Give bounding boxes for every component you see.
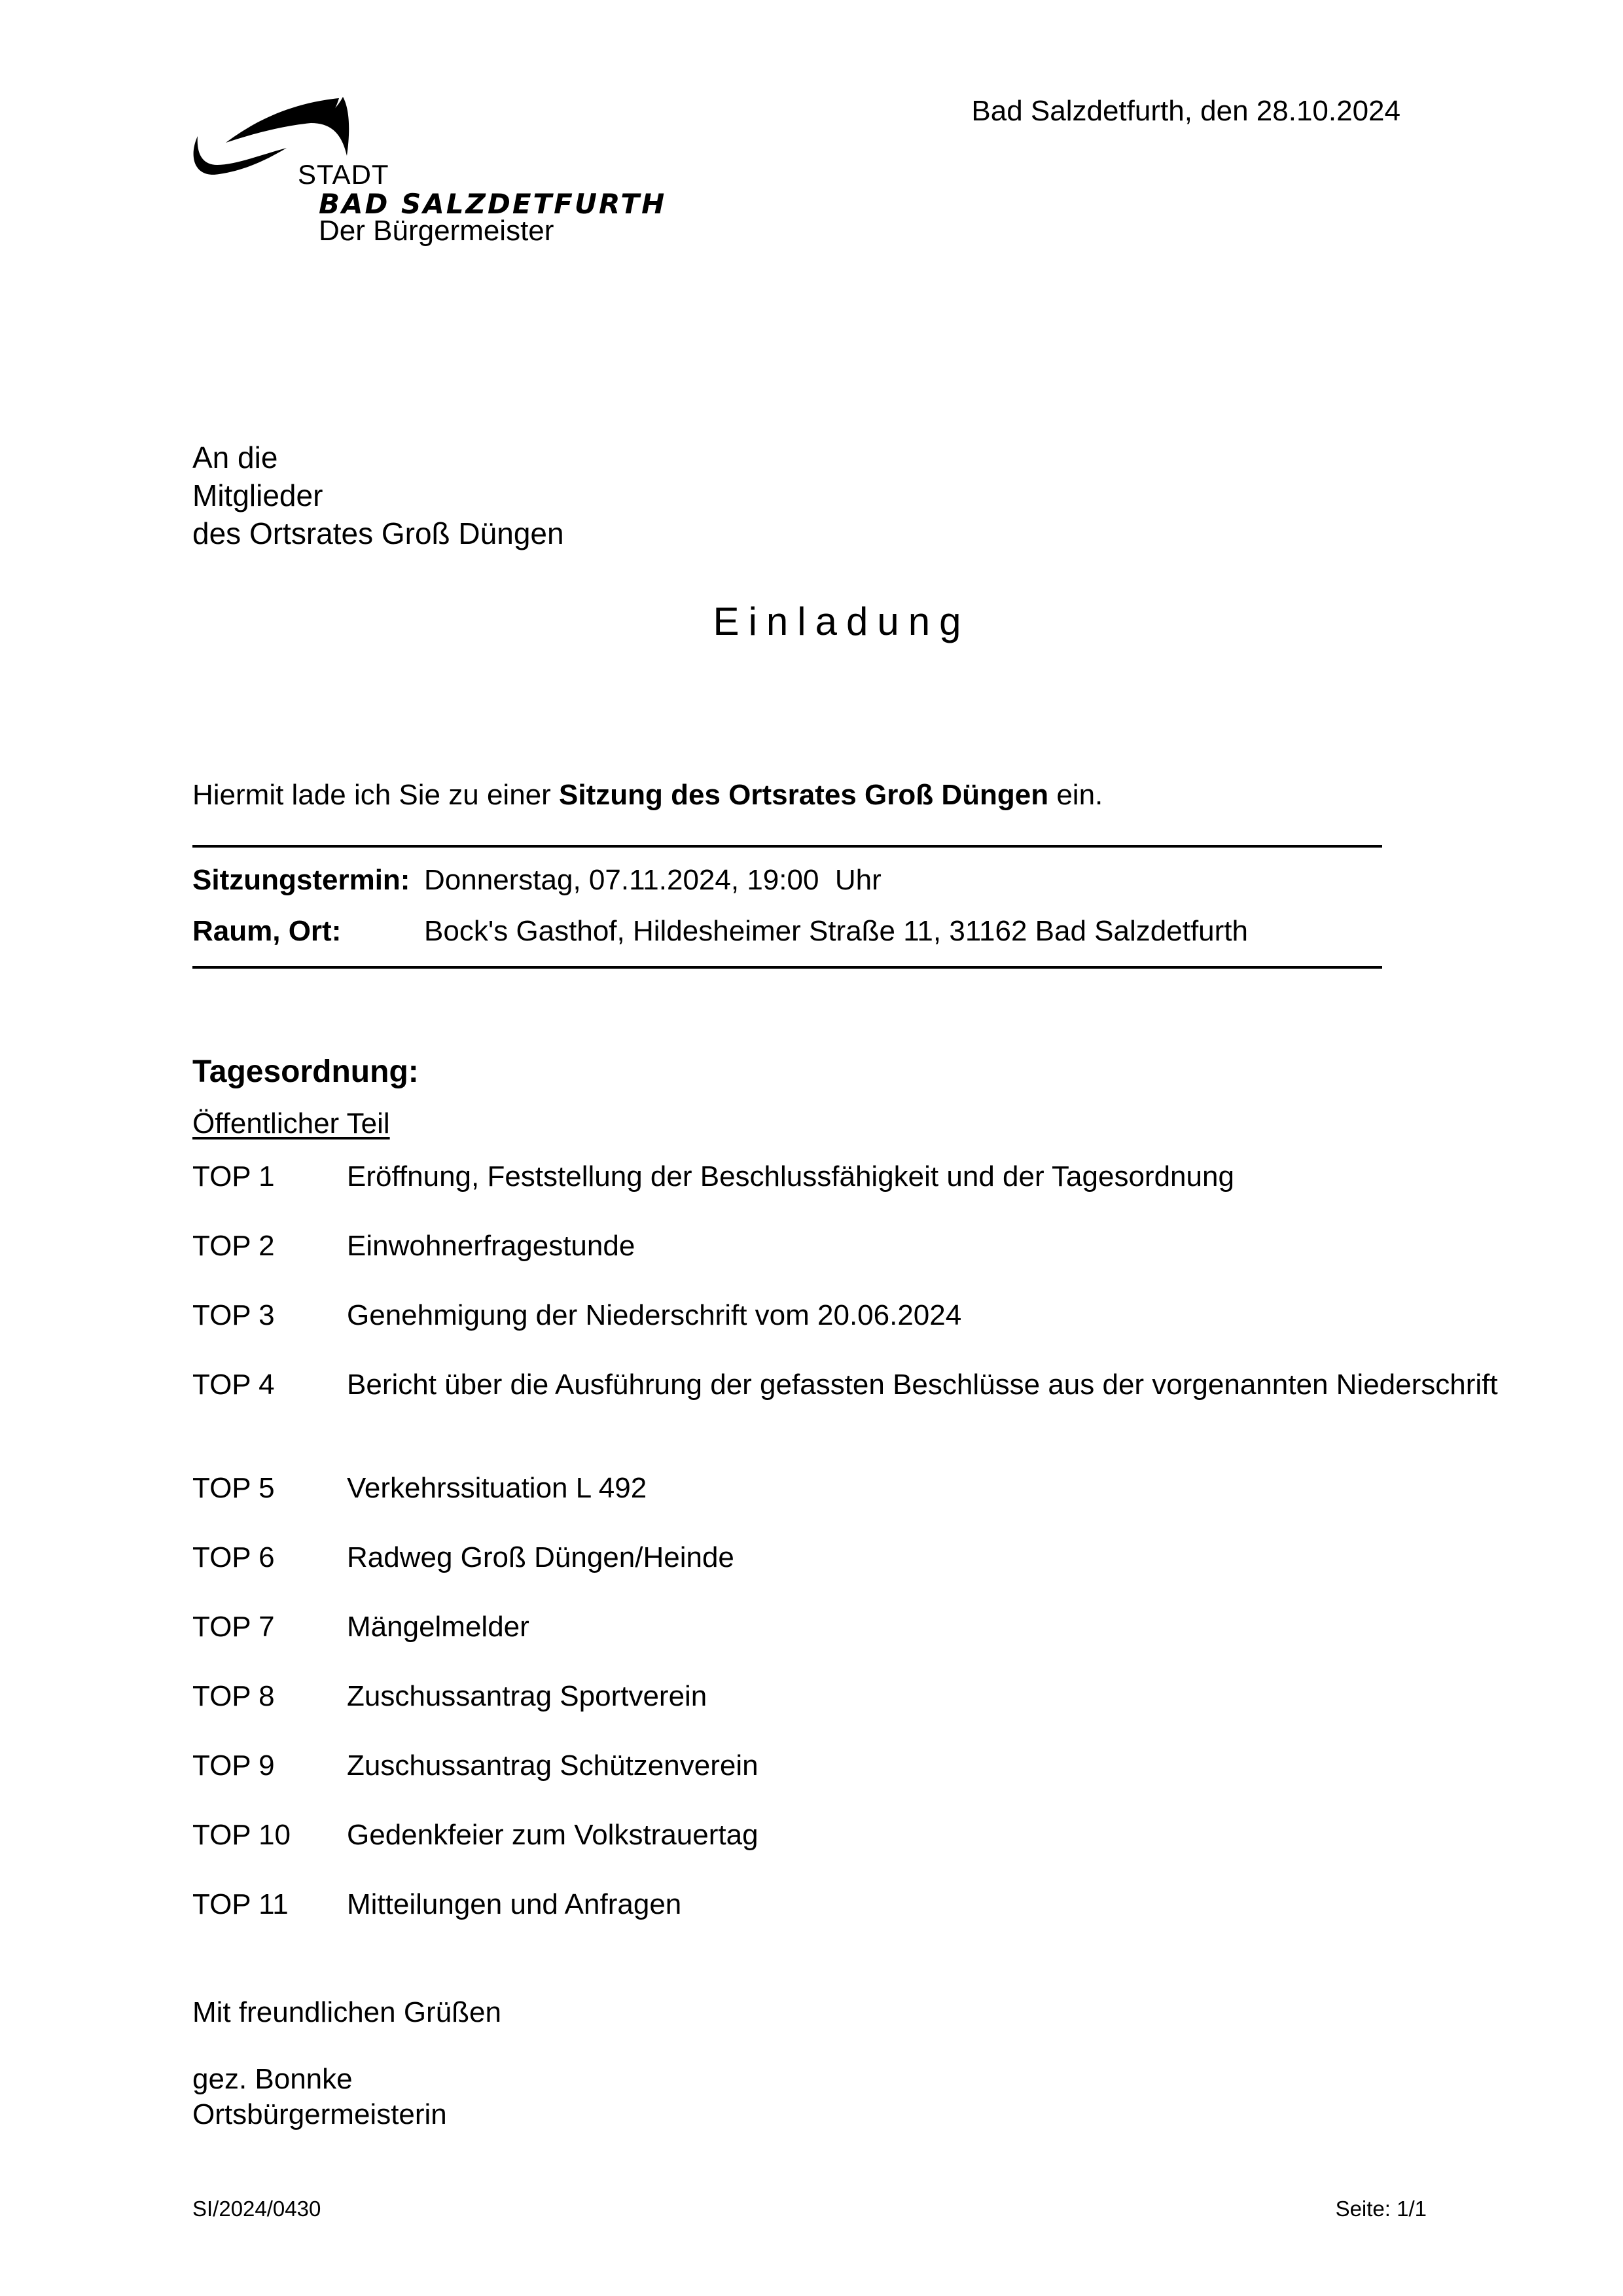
closing-greeting: Mit freundlichen Grüßen [192,1996,501,2028]
meeting-place-value: Bock's Gasthof, Hildesheimer Straße 11, 31162 Bad Salzdetfurth [424,915,1248,947]
agenda-item-text: Genehmigung der Niederschrift vom 20.06.2024 [347,1299,962,1331]
document-title: Einladung [713,600,971,643]
agenda-item-number: TOP 7 [192,1611,275,1643]
agenda-item-number: TOP 1 [192,1160,275,1193]
agenda-item-text: Eröffnung, Feststellung der Beschlussfähigkeit und der Tagesordnung [347,1160,1234,1193]
page-number: Seite: 1/1 [1335,2197,1427,2221]
recipient-line-3: des Ortsrates Groß Düngen [192,516,564,550]
meeting-date-value: Donnerstag, 07.11.2024, 19:00 Uhr [424,864,882,896]
agenda-item-text: Gedenkfeier zum Volkstrauertag [347,1819,758,1851]
agenda-item-text: Mängelmelder [347,1611,529,1643]
logo-stadt-text: STADT [298,159,389,190]
agenda-item-text: Verkehrssituation L 492 [347,1472,647,1504]
intro-bold: Sitzung des Ortsrates Groß Düngen [559,779,1049,811]
signer-name: gez. Bonnke [192,2063,353,2095]
agenda-item-text: Bericht über die Ausführung der gefassten Beschlüsse aus der vorgenannten Niederschrift [347,1369,1498,1401]
agenda-item-number: TOP 10 [192,1819,291,1851]
agenda-item-number: TOP 2 [192,1230,275,1262]
agenda-item-number: TOP 5 [192,1472,275,1504]
agenda-heading: Tagesordnung: [192,1054,419,1089]
logo-city-name: BAD SALZDETFURTH [319,188,667,220]
agenda-item-number: TOP 6 [192,1541,275,1573]
document-reference: SI/2024/0430 [192,2197,321,2221]
recipient-line-1: An die [192,440,278,475]
agenda-section-public: Öffentlicher Teil [192,1107,390,1139]
intro-paragraph [192,778,1103,813]
meeting-date-label: Sitzungstermin: [192,864,410,896]
signer-role: Ortsbürgermeisterin [192,2098,447,2130]
agenda-item-number: TOP 9 [192,1749,275,1782]
agenda-item-text: Einwohnerfragestunde [347,1230,635,1262]
agenda-item-text: Zuschussantrag Schützenverein [347,1749,758,1782]
agenda-item-number: TOP 8 [192,1680,275,1712]
agenda-item-text: Zuschussantrag Sportverein [347,1680,707,1712]
recipient-line-2: Mitglieder [192,478,323,512]
agenda-item-text: Radweg Groß Düngen/Heinde [347,1541,734,1573]
letter-date: Bad Salzdetfurth, den 28.10.2024 [971,95,1400,127]
agenda-item-text: Mitteilungen und Anfragen [347,1888,682,1920]
meeting-place-label: Raum, Ort: [192,915,342,947]
logo-office: Der Bürgermeister [319,215,554,247]
intro-before: Hiermit lade ich Sie zu einer [192,779,560,811]
divider-bottom [192,966,1382,969]
agenda-item-number: TOP 11 [192,1888,289,1920]
intro-after: ein. [1048,779,1103,811]
divider-top [192,845,1382,848]
agenda-item-number: TOP 4 [192,1369,275,1401]
recipient-block [192,439,564,552]
document-title-wrapper [0,599,1623,644]
agenda-item-number: TOP 3 [192,1299,275,1331]
